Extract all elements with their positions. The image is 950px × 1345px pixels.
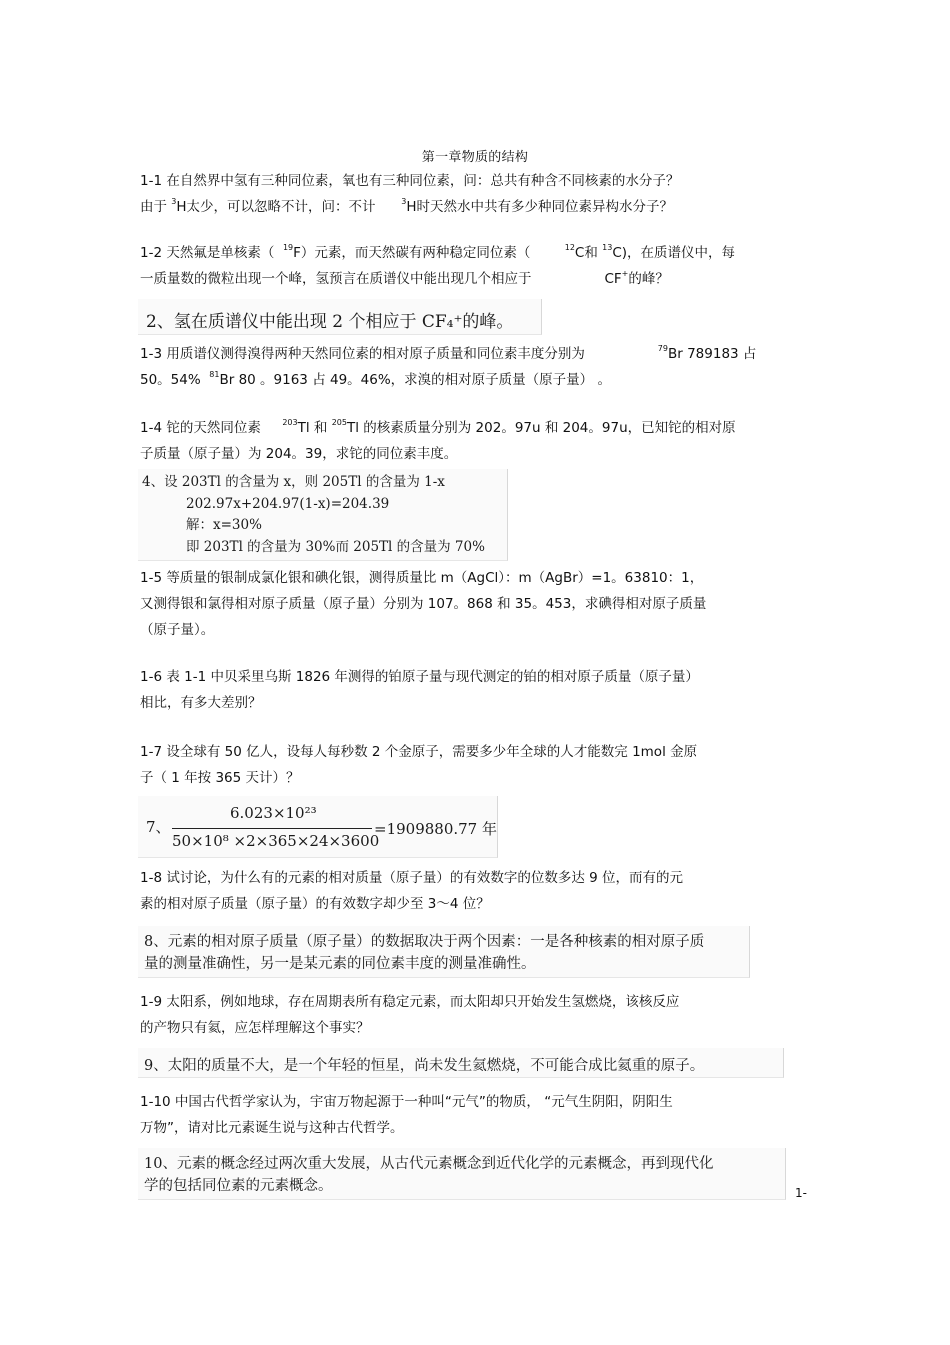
question-1-1 — [140, 168, 812, 220]
text-run: H太少，可以忽略不计，问：不计 — [176, 199, 376, 215]
question-line — [140, 194, 812, 220]
answer-text: 即 203Tl 的含量为 30%而 205Tl 的含量为 70% — [186, 538, 485, 555]
question-1-9 — [140, 989, 812, 1041]
text-run: F）元素，而天然碳有两种稳定同位素（ — [293, 245, 531, 261]
question-line: （原子量）。 — [140, 622, 215, 638]
superscript: 13 — [602, 243, 613, 252]
superscript: 205 — [331, 418, 347, 427]
text-run: 一质量数的微粒出现一个峰，氢预言在质谱仪中能出现几个相应于 — [140, 271, 532, 287]
text-run: Br 789183 占 — [667, 346, 757, 362]
question-line: 1-10 中国古代哲学家认为，宇宙万物起源于一种叫“元气”的物质， “元气生阴阳，阴阳生 — [140, 1094, 673, 1110]
text-run: 由于 — [140, 199, 167, 215]
chapter-title: 第一章物质的结构 — [421, 150, 529, 165]
question-line: 相比，有多大差别？ — [140, 695, 262, 711]
answer-8-box — [138, 926, 750, 978]
answer-2-box — [138, 299, 542, 335]
answer-text: 9、太阳的质量不大，是一个年轻的恒星，尚未发生氦燃烧，不可能合成比氦重的原子。 — [144, 1058, 705, 1074]
question-1-8 — [140, 865, 812, 917]
question-line: 子质量（原子量）为 204。39，求铊的同位素丰度。 — [140, 446, 458, 462]
superscript: 81 — [209, 370, 220, 379]
question-1-3 — [140, 341, 812, 393]
question-line: 1-9 太阳系，例如地球，存在周期表所有稳定元素，而太阳却只开始发生氢燃烧，该核反应 — [140, 994, 680, 1010]
text-run: 的峰？ — [628, 271, 669, 287]
question-line: 1-7 设全球有 50 亿人，设每人每秒数 2 个金原子，需要多少年全球的人才能数完 1mol 金原 — [140, 744, 698, 760]
question-line: 子（ 1 年按 365 天计）？ — [140, 770, 300, 786]
question-line: 万物”，请对比元素诞生说与这种古代哲学。 — [140, 1120, 404, 1136]
answer-text: 学的包括同位素的元素概念。 — [144, 1178, 333, 1194]
fraction-bar — [172, 828, 372, 829]
answer-7-box — [138, 796, 498, 858]
text-run: 1-2 天然氟是单核素（ — [140, 245, 275, 261]
answer-text: 解：x=30% — [186, 517, 262, 533]
question-line — [140, 367, 812, 393]
text-run: H时天然水中共有多少种同位素异构水分子？ — [406, 199, 674, 215]
question-line: 1-5 等质量的银制成氯化银和碘化银，测得质量比 m（AgCl）：m（AgBr）=1。63810：1， — [140, 570, 704, 586]
question-line: 的产物只有氦，应怎样理解这个事实？ — [140, 1020, 370, 1036]
question-line: 1-8 试讨论，为什么有的元素的相对质量（原子量）的有效数字的位数多达 9 位，而有的元 — [140, 870, 684, 886]
answer-9-box — [138, 1048, 784, 1078]
question-1-5 — [140, 565, 812, 643]
question-1-6 — [140, 664, 812, 716]
question-line — [140, 415, 812, 441]
text-run: CF — [604, 271, 622, 287]
superscript: 3 — [171, 197, 177, 206]
question-line: 1-6 表 1-1 中贝采里乌斯 1826 年测得的铂原子量与现代测定的铂的相对原子质量（原子量） — [140, 669, 699, 685]
superscript: 79 — [657, 344, 668, 353]
answer-text: 2、氢在质谱仪中能出现 2 个相应于 CF₄⁺的峰。 — [146, 312, 514, 332]
superscript: 19 — [282, 243, 294, 252]
question-1-7 — [140, 739, 812, 791]
answer-10-box — [138, 1148, 786, 1200]
question-line — [140, 240, 812, 266]
superscript: 12 — [564, 243, 575, 252]
answer-label: 7、 — [146, 818, 171, 836]
text-run: C)，在质谱仪中，每 — [612, 245, 736, 261]
page-number: 1- — [795, 1186, 807, 1200]
superscript: 203 — [282, 418, 298, 427]
answer-text: 202.97x+204.97(1-x)=204.39 — [186, 495, 390, 512]
fraction-numerator: 6.023×10²³ — [230, 804, 317, 822]
text-run: Tl 和 — [297, 420, 328, 436]
answer-text: 10、元素的概念经过两次重大发展，从古代元素概念到近代化学的元素概念，再到现代化 — [144, 1156, 714, 1172]
superscript: 3 — [401, 197, 407, 206]
text-run: Tl 的核素质量分别为 202。97u 和 204。97u，已知铊的相对原 — [346, 420, 736, 436]
fraction-denominator: 50×10⁸ ×2×365×24×3600 — [172, 832, 380, 850]
text-run: 1-4 铊的天然同位素 — [140, 420, 261, 436]
question-1-2 — [140, 240, 812, 292]
answer-text: 量的测量准确性，另一是某元素的同位素丰度的测量准确性。 — [144, 956, 536, 972]
answer-text: 4、设 203Tl 的含量为 x，则 205Tl 的含量为 1-x — [142, 474, 445, 490]
question-line: 素的相对原子质量（原子量）的有效数字却少至 3～4 位？ — [140, 896, 490, 912]
text-run: 50。54% — [140, 372, 201, 388]
question-1-4 — [140, 415, 812, 467]
answer-4-box — [138, 469, 508, 561]
answer-text: 8、元素的相对原子质量（原子量）的数据取决于两个因素：一是各种核素的相对原子质 — [144, 934, 705, 950]
question-line — [140, 266, 812, 292]
superscript: + — [621, 269, 629, 278]
text-run: C和 — [574, 245, 598, 261]
question-1-10 — [140, 1089, 812, 1141]
question-line: 又测得银和氯得相对原子质量（原子量）分别为 107。868 和 35。453，求碘得相对原子质量 — [140, 596, 707, 612]
fraction-result: =1909880.77 年 — [374, 820, 497, 838]
question-line: 1-1 在自然界中氢有三种同位素，氧也有三种同位素，问：总共有种含不同核素的水分子？ — [140, 173, 680, 189]
question-line — [140, 341, 812, 367]
text-run: 1-3 用质谱仪测得溴得两种天然同位素的相对原子质量和同位素丰度分别为 — [140, 346, 585, 362]
text-run: Br 80 。9163 占 49。46%，求溴的相对原子质量（原子量） 。 — [219, 372, 611, 388]
